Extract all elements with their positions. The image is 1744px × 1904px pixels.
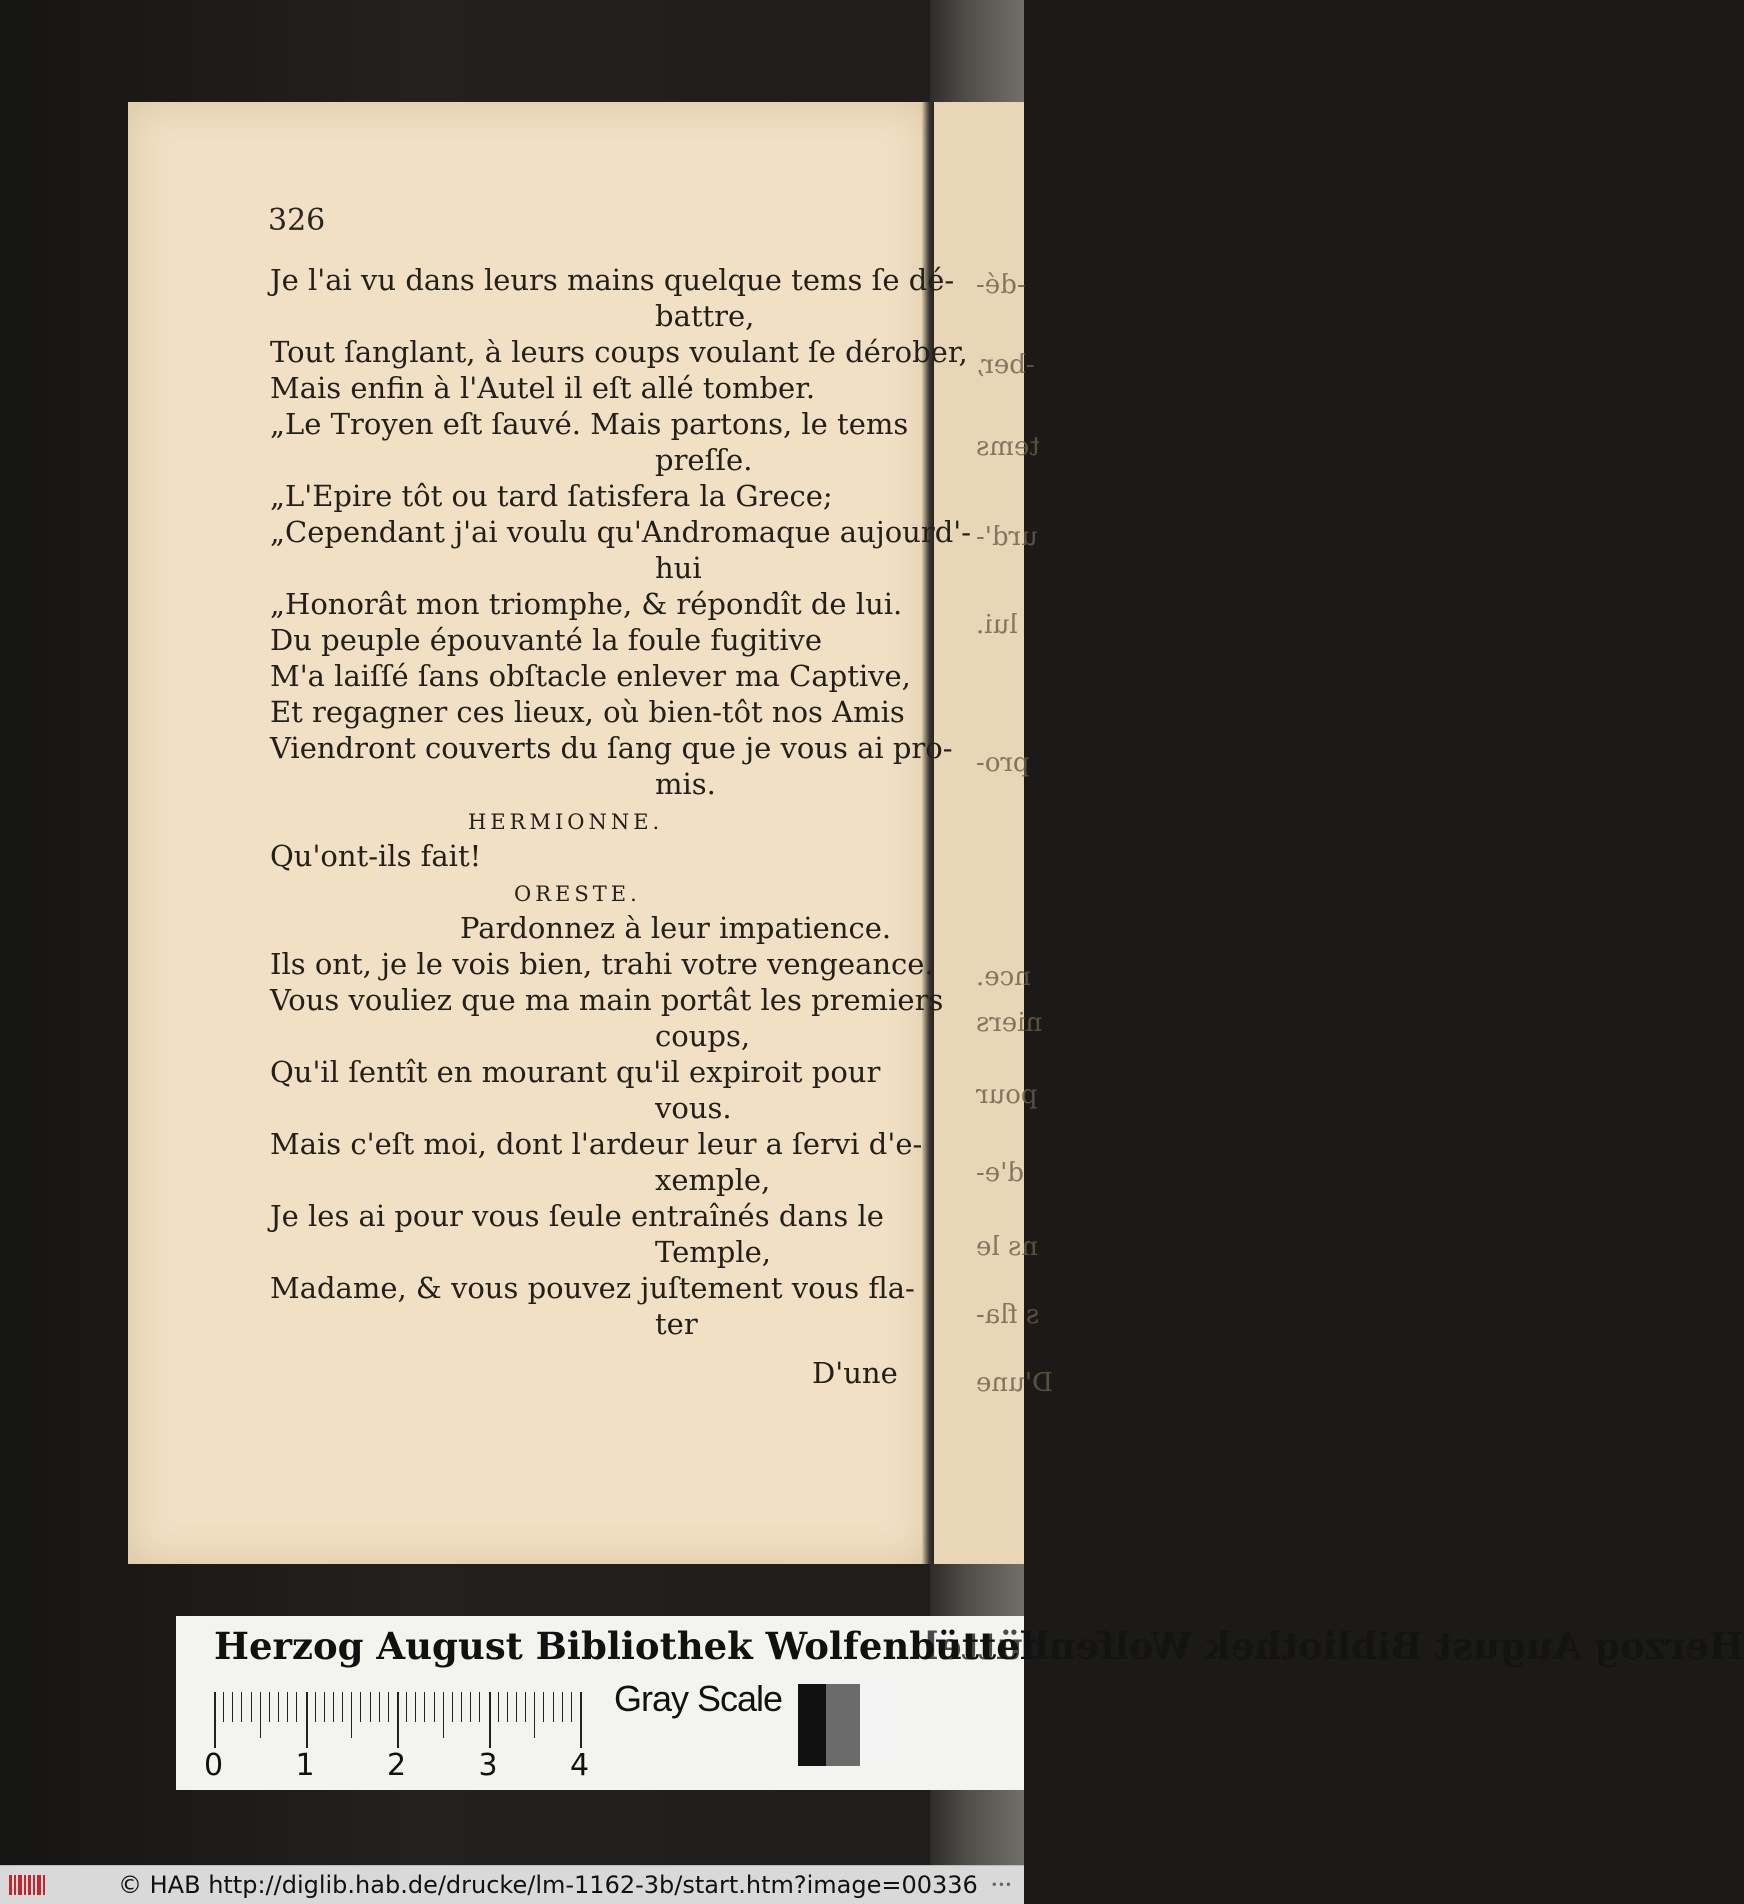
- ruler-tick: [406, 1692, 407, 1722]
- ruler-tick: [241, 1692, 242, 1722]
- footer-dots: •••: [990, 1878, 1012, 1892]
- text-line: xemple,: [655, 1163, 771, 1197]
- ghost-text: d'e-: [976, 1158, 1024, 1188]
- text-line: Qu'il ſentît en mourant qu'il expiroit pour: [270, 1055, 881, 1089]
- copyright-url: © HAB http://diglib.hab.de/drucke/lm-1162-3b/start.htm?image=00336: [118, 1871, 978, 1899]
- ruler-tick: [351, 1692, 352, 1738]
- catchword: D'une: [812, 1356, 898, 1390]
- ghost-text: s fla-: [976, 1300, 1040, 1330]
- ruler-label: 0: [204, 1748, 224, 1783]
- ruler-tick: [232, 1692, 233, 1722]
- ruler-tick: [251, 1692, 252, 1722]
- text-line: „Le Troyen eſt ſauvé. Mais partons, le tems: [270, 407, 909, 441]
- text-line: Pardonnez à leur impatience.: [460, 911, 892, 945]
- text-line: vous.: [655, 1091, 732, 1125]
- ruler-tick: [333, 1692, 334, 1722]
- text-line: Madame, & vous pouvez juſtement vous fla-: [270, 1271, 915, 1305]
- ghost-text: pro-: [976, 748, 1030, 778]
- ruler-tick: [296, 1692, 297, 1722]
- ruler-tick: [479, 1692, 480, 1722]
- ghost-text: pour: [976, 1080, 1038, 1110]
- text-line: Mais enfin à l'Autel il eſt allé tomber.: [270, 371, 816, 405]
- text-line: battre,: [655, 299, 755, 333]
- ruler-tick: [543, 1692, 544, 1722]
- text-line: Je l'ai vu dans leurs mains quelque tems ſe dé-: [270, 263, 955, 297]
- text-line: Qu'ont-ils fait!: [270, 839, 482, 873]
- ruler-tick: [214, 1692, 216, 1748]
- ruler-tick: [470, 1692, 471, 1722]
- ghost-text: tems: [976, 432, 1040, 462]
- ruler-tick: [324, 1692, 325, 1722]
- ruler-label: 2: [387, 1748, 407, 1783]
- text-line: „Honorât mon triomphe, & répondît de lui.: [270, 587, 903, 621]
- ruler-tick: [269, 1692, 270, 1722]
- gray-swatch: [860, 1684, 900, 1766]
- viewer-footer: [0, 1865, 1024, 1904]
- ruler-tick: [553, 1692, 554, 1722]
- ghost-text: niers: [976, 1008, 1043, 1038]
- ghost-text: nce.: [976, 962, 1031, 992]
- ruler-tick: [498, 1692, 499, 1722]
- text-line: Du peuple épouvanté la foule fugitive: [270, 623, 823, 657]
- text-line: hui: [655, 551, 702, 585]
- text-line: M'a laiſſé ſans obſtacle enlever ma Captive,: [270, 659, 911, 693]
- text-line: Ils ont, je le vois bien, trahi votre vengeance.: [270, 947, 934, 981]
- gray-scale-label: Gray Scale: [614, 1678, 783, 1719]
- ruler-tick: [278, 1692, 279, 1722]
- text-line: Et regagner ces lieux, où bien-tôt nos Amis: [270, 695, 905, 729]
- ruler-tick: [507, 1692, 508, 1722]
- ruler-tick: [315, 1692, 316, 1722]
- ruler-tick: [379, 1692, 380, 1722]
- ruler-tick: [562, 1692, 563, 1722]
- ruler-tick: [370, 1692, 371, 1722]
- hab-logo-icon: [8, 1872, 48, 1898]
- ruler-tick: [461, 1692, 462, 1722]
- text-line: ter: [655, 1307, 698, 1341]
- color-calibration-card: [176, 1616, 1744, 1790]
- ruler-tick: [516, 1692, 517, 1722]
- library-name-mirror: Herzog August Bibliothek Wolfenbüttel: [924, 1624, 1744, 1668]
- next-page-edge: [934, 102, 1053, 1564]
- text-line: mis.: [655, 767, 716, 801]
- ruler-tick: [452, 1692, 453, 1722]
- library-name: Herzog August Bibliothek Wolfenbüttel: [214, 1624, 1034, 1668]
- gray-swatch: [826, 1684, 860, 1766]
- ghost-text: -dé-: [976, 270, 1026, 300]
- ghost-text: lui.: [976, 610, 1018, 640]
- ruler-tick: [260, 1692, 261, 1738]
- text-line: Vous vouliez que ma main portât les premiers: [270, 983, 944, 1017]
- ruler-tick: [397, 1692, 399, 1748]
- ruler-tick: [388, 1692, 389, 1722]
- ruler-tick: [287, 1692, 288, 1722]
- text-line: Viendront couverts du ſang que je vous ai pro-: [270, 731, 953, 765]
- ruler-tick: [415, 1692, 416, 1722]
- ghost-text: ns le: [976, 1232, 1039, 1262]
- ruler-tick: [424, 1692, 425, 1722]
- text-line: Temple,: [655, 1235, 771, 1269]
- ruler-tick: [525, 1692, 526, 1722]
- ruler-tick: [223, 1692, 224, 1722]
- ruler-tick: [360, 1692, 361, 1722]
- ghost-text: -ber,: [976, 350, 1035, 380]
- text-line: „L'Epire tôt ou tard ſatisfera la Grece;: [270, 479, 833, 513]
- ruler-label: 4: [570, 1748, 590, 1783]
- ruler-tick: [443, 1692, 444, 1738]
- text-line: Mais c'eſt moi, dont l'ardeur leur a ſervi d'e-: [270, 1127, 923, 1161]
- page-number: 326: [268, 203, 326, 238]
- ruler-tick: [306, 1692, 308, 1748]
- ghost-text: urd'-: [976, 522, 1038, 552]
- speaker-name: HERMIONNE.: [468, 810, 664, 834]
- speaker-name: ORESTE.: [514, 882, 641, 906]
- ruler-label: 3: [478, 1748, 498, 1783]
- text-line: Tout ſanglant, à leurs coups voulant ſe dérober,: [270, 335, 968, 369]
- ghost-text: D'une: [976, 1368, 1053, 1398]
- book-gutter: [922, 102, 934, 1564]
- ruler-tick: [571, 1692, 572, 1722]
- text-line: coups,: [655, 1019, 751, 1053]
- ruler-tick: [489, 1692, 491, 1748]
- ruler-tick: [434, 1692, 435, 1722]
- ruler-tick: [580, 1692, 582, 1748]
- ruler-label: 1: [295, 1748, 315, 1783]
- text-line: „Cependant j'ai voulu qu'Andromaque aujourd'-: [270, 515, 972, 549]
- text-line: preſſe.: [655, 443, 753, 477]
- text-line: Je les ai pour vous ſeule entraînés dans le: [270, 1199, 884, 1233]
- ruler-tick: [534, 1692, 535, 1738]
- gray-swatch: [798, 1684, 826, 1766]
- ruler-tick: [342, 1692, 343, 1722]
